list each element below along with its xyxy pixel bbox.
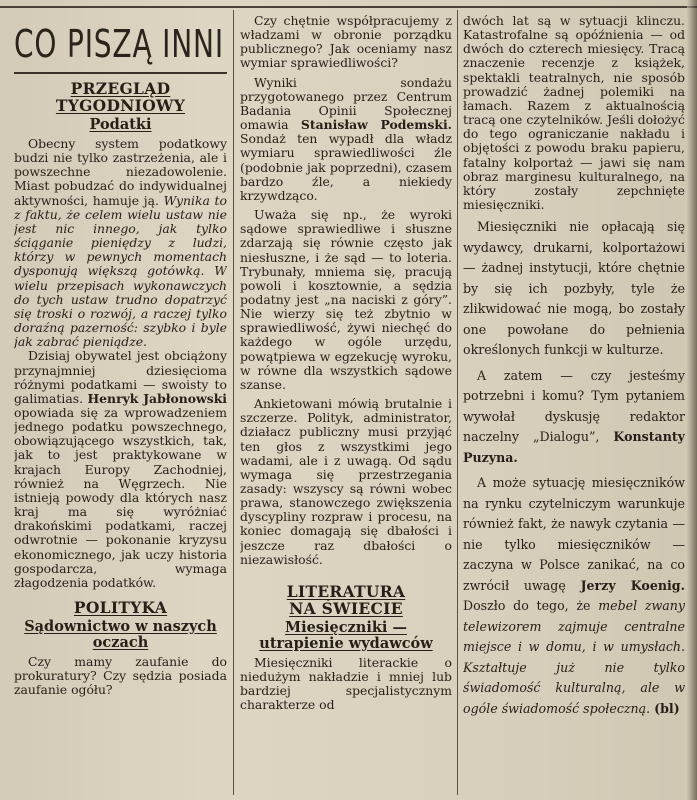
subheading-sadownictwo (14, 619, 227, 651)
paragraph-sadownictwo-2: Czy chętnie współpracujemy z władzami w obronie porządku publicznego? Jak oceniamy nasz wymiar sprawiedliwości? (240, 14, 452, 71)
top-rule (0, 6, 697, 8)
heading-line-2: TYGODNIOWY (55, 96, 186, 115)
heading-line-1: PRZEGLĄD (70, 79, 171, 98)
paragraph-podatki-1 (14, 137, 227, 349)
page-edge-shadow (687, 0, 697, 800)
paragraph-text: Sondaż ten wypadł dla władz wymiaru sprawiedliwości źle (podobnie jak poprzedni), czasem bardzo źle, a niekiedy krzywdząco. (240, 131, 452, 203)
paragraph-miesieczniki-1: Miesięczniki literackie o niedużym nakładzie i mniej lub bardziej specjalistycznym charakterze od (240, 654, 452, 713)
subheading-line-2: utrapienie wydawców (259, 634, 433, 652)
italic-quote: Wynika to z faktu, że celem wielu ustaw nie jest nic innego, jak tylko ściąganie pieniędzy z ludzi, którzy w pewnych momentach dysponują większą gotówką. W wielu przepisach wykonawczych do tych ustaw trudno dopatrzyć się troski o rozwój, a raczej tylko doraźną pazerność: szybko i byle jak zabrać pieniądze. (14, 192, 227, 350)
paragraph-miesieczniki-5 (463, 473, 685, 719)
subheading-miesieczniki (240, 620, 452, 652)
column-divider-2 (457, 10, 458, 795)
masthead-rule (14, 72, 227, 74)
heading-line-2: NA ŚWIECIE (289, 598, 403, 618)
paragraph-miesieczniki-3: Miesięczniki nie opłacają się wydawcy, drukarni, kolportażowi — żadnej instytucji, które chętnie by się ich pozbyły, tyle że zlikwidować nie mogą, bo zostały one powołane do pełnienia określonych funkcji w kulturze. (463, 219, 685, 358)
paragraph-text: Doszło do tego, że (463, 598, 591, 614)
column-divider-1 (233, 10, 234, 795)
paragraph-sadownictwo-4: Uważa się np., że wyroki sądowe sprawiedliwe i słuszne zdarzają się równie często jak niesłuszne, i że sąd — to loteria. Trybunały, mniema się, pracują powoli i kosztownie, a sędzia podatny jest „na naciski z góry”. Nie wierzy się też zbytnio w sprawiedliwość, żywi niechęć do każdego w ogóle urzędu, powątpiewa w egzekucję wyroku, w równe dla wszystkich sądowe szanse. (240, 207, 452, 392)
subheading-text: Podatki (89, 116, 152, 133)
heading-text: POLITYKA (73, 598, 168, 617)
paragraph-sadownictwo-1: Czy mamy zaufanie do prokuratury? Czy sędzia posiada zaufanie ogółu? (14, 654, 227, 698)
column-2 (240, 14, 452, 794)
italic-quote: mebel zwany telewizorem zajmuje centralne miejsce i w domu, i w umysłach. Kształtuje już nie tylko świadomość kulturalną, ale w ogóle świadomość społeczną. (463, 598, 685, 716)
paragraph-sadownictwo-3 (240, 76, 452, 203)
author-name: Konstanty Puzyna. (463, 429, 685, 465)
paragraph-text: Obecny system podatkowy budzi nie tylko zastrzeżenia, ale i powszechne niezadowolenie. Miast pobudzać do indywidualnej aktywności, hamuje ją. (14, 136, 227, 208)
author-name: Henryk Jabłonowski (87, 390, 227, 406)
subheading-line-1: Miesięczniki — (285, 618, 407, 636)
paragraph-text: opowiada się za wprowadzeniem jednego podatku powszechnego, obowiązującego wszystkich, tak, jak to jest praktykowane w krajach Europy Zachodniej, również na Węgrzech. Nie istnieją powody dla których nasz kraj ma się wyróżniać drakońskimi podatkami, raczej odwrotnie — pokonanie kryzysu ekonomicznego, jak uczy historia gospodarcza, wymaga złagodzenia podatków. (14, 404, 227, 590)
paragraph-text: Dzisiaj obywatel jest obciążony przynajmniej dziesięcioma różnymi podatkami — swoisty to galimatias. (14, 348, 227, 406)
paragraph-podatki-2 (14, 349, 227, 590)
author-name: Jerzy Koenig. (580, 577, 685, 593)
subheading-podatki (14, 117, 227, 133)
column-1 (14, 14, 227, 794)
paragraph-text: A zatem — czy jesteśmy potrzebni i komu? Tym pytaniem wywołał dyskusję redaktor naczelny „Dialogu”, (463, 367, 685, 445)
section-heading-literatura (240, 583, 452, 617)
heading-line-1: LITERATURA (286, 581, 406, 601)
subheading-line-2: oczach (92, 634, 149, 651)
paragraph-sadownictwo-5: Ankietowani mówią brutalnie i szczerze. Polityk, administrator, działacz publiczny musi przyjąć ten głos z wszystkimi jego wadami, ale i z uwagą. Od sądu wymaga się przestrzegania zasady: wszyscy są równi wobec prawa, stanowczego zwiększenia dyscypliny rozpraw i procesu, na koniec domagają się dbałości i jeszcze raz dbałości o niezawisłość. (240, 396, 452, 567)
author-name: Stanisław Podemski. (300, 117, 452, 133)
paragraph-miesieczniki-2: dwóch lat są w sytuacji klinczu. Katastrofalne są opóźnienia — od dwóch do czterech miesięcy. Tracą znaczenie recenzje z książek, spektakli teatralnych, nie sposób prowadzić żadnej polemiki na łamach. Razem z aktualnością tracą one czytelników. Jeśli dołożyć do tego ograniczanie nakładu i objętości z powodu braku papieru, fatalny kolportaż — jawi się nam obraz marginesu kulturalnego, na który zostały zepchnięte miesięczniki. (463, 14, 685, 213)
subheading-line-1: Sądownictwo w naszych (24, 618, 217, 635)
paragraph-miesieczniki-4 (463, 366, 685, 469)
section-heading-polityka (14, 599, 227, 616)
paragraph-text: Wyniki sondażu przygotowanego przez Centrum Badania Opinii Społecznej omawia (240, 74, 452, 133)
column-3 (463, 14, 685, 794)
section-heading-przeglad (14, 80, 227, 114)
signature: (bl) (654, 700, 680, 716)
masthead-title: CO PISZĄ INNI (14, 22, 224, 66)
paragraph-text: A może sytuację miesięczników na rynku czytelniczym warunkuje również fakt, że nawyk czytania — nie tylko miesięczników — zaczyna w Polsce zanikać, na co zwrócił uwagę (463, 475, 685, 593)
